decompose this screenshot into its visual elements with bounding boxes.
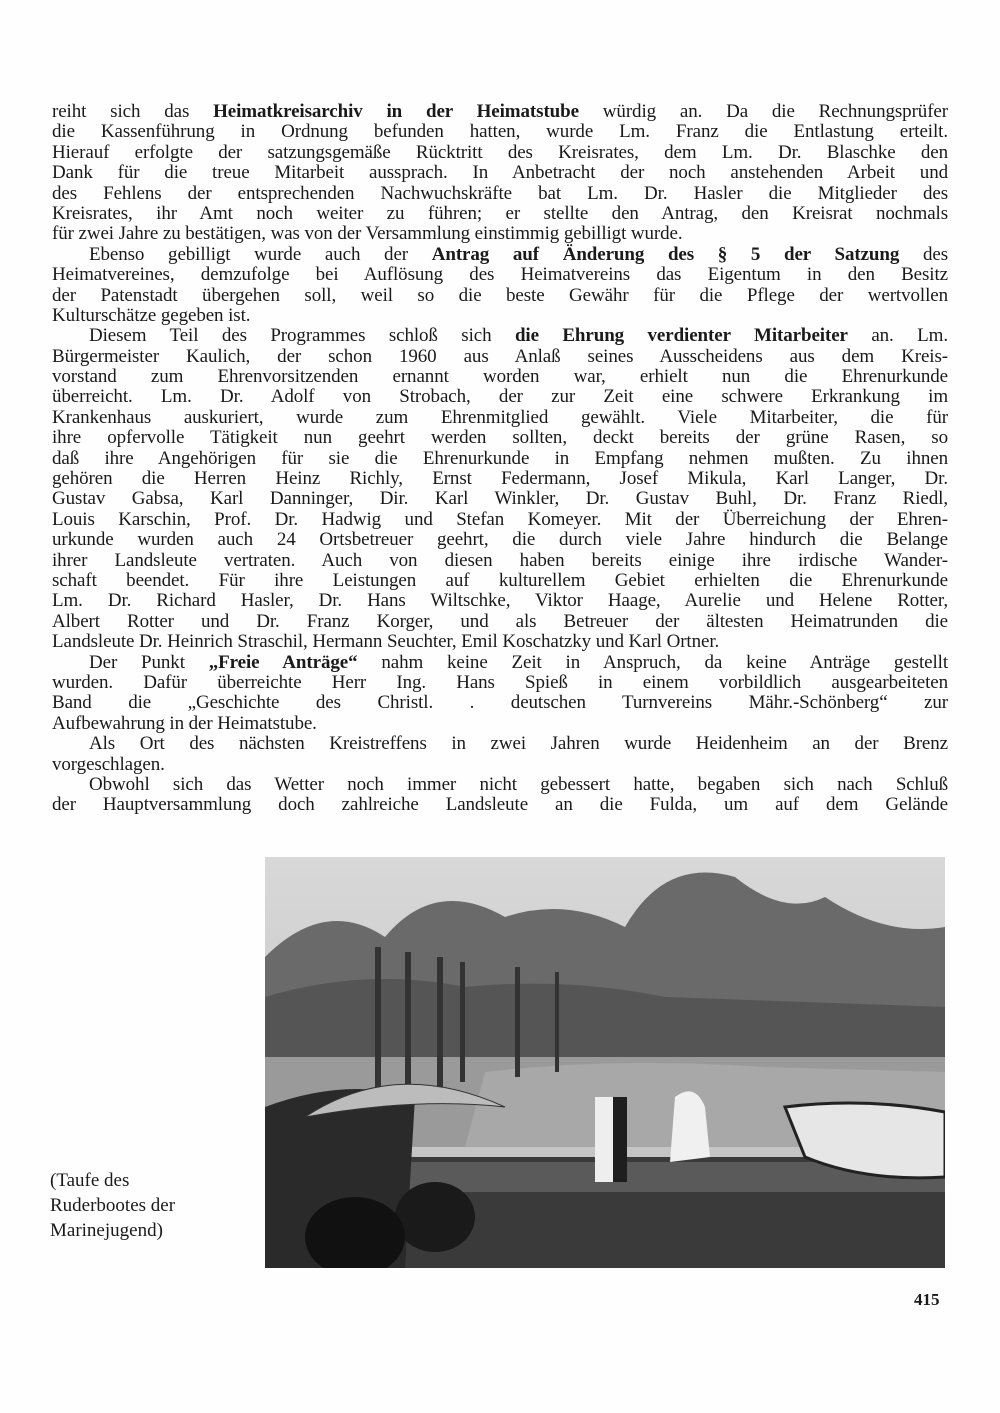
caption-line: Marinejugend)	[50, 1220, 163, 1241]
text-run: Dank für die treue Mitarbeit aussprach. In Anbetracht der noch anstehenden Arbeit und	[52, 162, 948, 184]
text-line	[52, 245, 948, 265]
text-line	[52, 102, 948, 122]
text-run: Gustav Gabsa, Karl Danninger, Dir. Karl Winkler, Dr. Gustav Buhl, Dr. Franz Riedl,	[52, 488, 948, 510]
page-number: 415	[914, 1290, 940, 1309]
text-run: ihre opfervolle Tätigkeit nun geehrt werden sollten, deckt bereits der grüne Rasen, so	[52, 427, 948, 449]
text-run: Der Punkt	[89, 651, 209, 673]
text-run: ihrer Landsleute vertraten. Auch von diesen haben bereits einige ihre irdische Wander-	[52, 549, 948, 571]
text-line	[52, 469, 948, 489]
body-text	[52, 102, 948, 816]
text-run: Krankenhaus auskuriert, wurde zum Ehrenmitglied gewählt. Viele Mitarbeiter, die für	[52, 406, 948, 428]
photo-boat-christening	[265, 857, 945, 1268]
text-line	[52, 286, 948, 306]
text-run: für zwei Jahre zu bestätigen, was von der Versammlung einstimmig gebilligt wurde.	[52, 223, 683, 245]
text-line	[52, 510, 948, 530]
photo-caption	[50, 1168, 175, 1243]
text-line	[52, 224, 948, 244]
text-line	[52, 775, 948, 795]
text-line	[52, 551, 948, 571]
text-run: würdig an. Da die Rechnungsprüfer	[578, 101, 948, 122]
text-run: Band die „Geschichte des Christl. . deutschen Turnvereins Mähr.-Schönberg“ zur	[52, 692, 948, 714]
text-run: Louis Karschin, Prof. Dr. Hadwig und Stefan Komeyer. Mit der Überreichung der Ehren-	[52, 508, 948, 530]
text-run: Albert Rotter und Dr. Franz Korger, und als Betreuer der ältesten Heimatrunden die	[52, 610, 948, 632]
text-run: Hierauf erfolgte der satzungsgemäße Rücktritt des Kreisrates, dem Lm. Dr. Blaschke den	[52, 141, 948, 163]
text-line	[52, 387, 948, 407]
text-run: überreicht. Lm. Dr. Adolf von Strobach, der zur Zeit eine schwere Erkrankung im	[52, 386, 948, 408]
text-line	[52, 122, 948, 142]
text-run: reiht sich das	[52, 101, 214, 122]
bold-text: Antrag auf Änderung des § 5 der Satzung	[431, 243, 900, 265]
text-run: Als Ort des nächsten Kreistreffens in zwei Jahren wurde Heidenheim an der Brenz	[89, 733, 948, 755]
text-line	[52, 795, 948, 815]
bold-text: Heimatkreisarchiv in der Heimatstube	[213, 101, 579, 122]
text-line	[52, 693, 948, 713]
text-run: Kreisrates, ihr Amt noch weiter zu führen; er stellte den Antrag, den Kreisrat nochmals	[52, 202, 948, 224]
text-line	[52, 347, 948, 367]
text-line	[52, 184, 948, 204]
text-line	[52, 163, 948, 183]
text-line	[52, 591, 948, 611]
text-run: Aufbewahrung in der Heimatstube.	[52, 712, 317, 734]
text-run: nahm keine Zeit in Anspruch, da keine Anträge gestellt	[357, 651, 948, 673]
text-line	[52, 653, 948, 673]
caption-line: (Taufe des	[50, 1170, 130, 1191]
text-line	[52, 449, 948, 469]
text-run: Obwohl sich das Wetter noch immer nicht gebessert hatte, begaben sich nach Schluß	[89, 773, 948, 795]
text-line	[52, 367, 948, 387]
text-run: daß ihre Angehörigen für sie die Ehrenurkunde in Empfang nehmen mußten. Zu ihnen	[52, 447, 948, 469]
text-line	[52, 755, 948, 775]
text-line	[52, 673, 948, 693]
text-line	[52, 612, 948, 632]
text-run: Lm. Dr. Richard Hasler, Dr. Hans Wiltschke, Viktor Haage, Aurelie und Helene Rotter,	[52, 590, 948, 612]
text-run: Heimatvereines, demzufolge bei Auflösung des Heimatvereins das Eigentum in den Besitz	[52, 264, 948, 286]
bold-text: „Freie Anträge“	[208, 651, 358, 673]
text-run: Diesem Teil des Programmes schloß sich	[89, 325, 515, 347]
text-line	[52, 265, 948, 285]
text-run: der Patenstadt übergehen soll, weil so die beste Gewähr für die Pflege der wertvollen	[52, 284, 948, 306]
text-line	[52, 714, 948, 734]
text-run: an. Lm.	[847, 325, 948, 347]
text-run: der Hauptversammlung doch zahlreiche Landsleute an die Fulda, um auf dem Gelände	[52, 794, 948, 816]
bold-text: die Ehrung verdienter Mitarbeiter	[514, 325, 848, 347]
text-run: schaft beendet. Für ihre Leistungen auf kulturellem Gebiet erhielten die Ehrenurkunde	[52, 569, 948, 591]
text-run: Ebenso gebilligt wurde auch der	[89, 243, 432, 265]
text-line	[52, 571, 948, 591]
text-line	[52, 632, 948, 652]
text-run: vorstand zum Ehrenvorsitzenden ernannt worden war, erhielt nun die Ehrenurkunde	[52, 366, 948, 388]
text-run: des Fehlens der entsprechenden Nachwuchskräfte bat Lm. Dr. Hasler die Mitglieder des	[52, 182, 948, 204]
text-run: Bürgermeister Kaulich, der schon 1960 aus Anlaß seines Ausscheidens aus dem Kreis-	[52, 345, 948, 367]
text-line	[52, 326, 948, 346]
text-line	[52, 489, 948, 509]
text-run: urkunde wurden auch 24 Ortsbetreuer geehrt, die durch viele Jahre hindurch die Belange	[52, 529, 948, 551]
caption-line: Ruderbootes der	[50, 1195, 176, 1216]
text-line	[52, 734, 948, 754]
text-line	[52, 143, 948, 163]
text-line	[52, 530, 948, 550]
text-line	[52, 306, 948, 326]
text-line	[52, 408, 948, 428]
text-run: Kulturschätze gegeben ist.	[52, 304, 251, 326]
text-run: die Kassenführung in Ordnung befunden hatten, wurde Lm. Franz die Entlastung erteilt.	[52, 121, 948, 143]
text-run: des	[899, 243, 949, 265]
text-line	[52, 204, 948, 224]
text-run: vorgeschlagen.	[52, 753, 165, 775]
text-line	[52, 428, 948, 448]
text-run: Landsleute Dr. Heinrich Straschil, Hermann Seuchter, Emil Koschatzky und Karl Ortner.	[52, 631, 720, 653]
text-run: gehören die Herren Heinz Richly, Ernst Federmann, Josef Mikula, Karl Langer, Dr.	[52, 468, 948, 490]
text-run: wurden. Dafür überreichte Herr Ing. Hans Spieß in einem vorbildlich ausgearbeiteten	[52, 671, 948, 693]
